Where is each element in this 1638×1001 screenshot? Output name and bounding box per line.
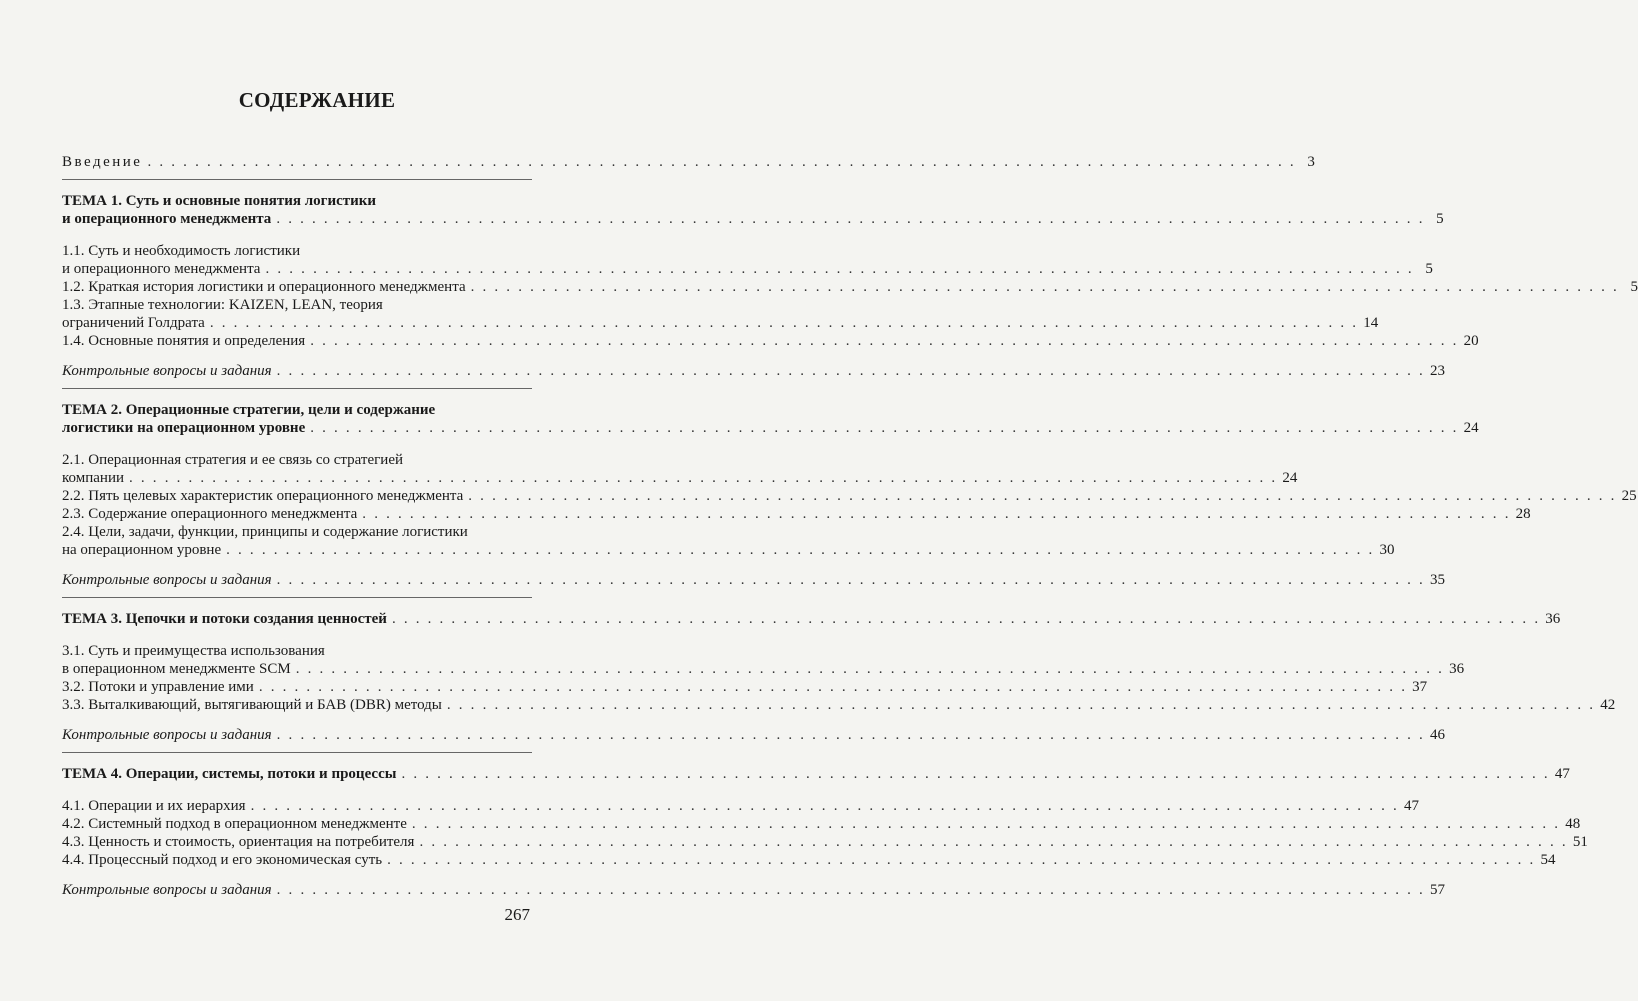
- dot-leader: . . . . . . . . . . . . . . . . . . . . . . . . . . . . . . . . . . . . . . . . . . . . . . . . . . . . . . . . . . . . . . . . . . . . . . . . . . . . . . . . . . . . . . . . . . . . . . . . .: [401, 766, 1550, 782]
- toc-page-number: 47: [1554, 766, 1570, 782]
- dot-leader: . . . . . . . . . . . . . . . . . . . . . . . . . . . . . . . . . . . . . . . . . . . . . . . . . . . . . . . . . . . . . . . . . . . . . . . . . . . . . . . . . . . . . . . . . . . . . . . . .: [419, 834, 1568, 850]
- toc-entry[interactable]: [62, 660, 1465, 678]
- topic-heading-1-cont[interactable]: [62, 210, 1444, 228]
- toc-page-number: 42: [1600, 697, 1616, 713]
- toc-page-number: 5: [1425, 261, 1433, 277]
- toc-page-number: 37: [1412, 679, 1428, 695]
- toc-review-entry[interactable]: [62, 571, 1446, 589]
- toc-page-number: 5: [1436, 211, 1444, 227]
- toc-entry[interactable]: [62, 314, 1379, 332]
- toc-entry-label: компании: [62, 470, 124, 486]
- toc-page-number: 3: [1307, 154, 1315, 170]
- topic-heading-4[interactable]: [62, 765, 1570, 783]
- toc-page-number: 48: [1565, 816, 1581, 832]
- toc-entry-label: Введение: [62, 154, 143, 170]
- toc-page-number: 5: [1630, 279, 1638, 295]
- toc-entry[interactable]: [62, 797, 1419, 815]
- table-of-contents: [62, 153, 1638, 899]
- toc-entry[interactable]: [62, 851, 1556, 869]
- toc-entry[interactable]: [62, 505, 1531, 523]
- topic-heading-3[interactable]: [62, 610, 1561, 628]
- toc-entry[interactable]: [62, 278, 1638, 296]
- topic-heading-2[interactable]: ТЕМА 2. Операционные стратегии, цели и содержание: [62, 402, 436, 418]
- dot-leader: . . . . . . . . . . . . . . . . . . . . . . . . . . . . . . . . . . . . . . . . . . . . . . . . . . . . . . . . . . . . . . . . . . . . . . . . . . . . . . . . . . . . . . . . . . . . . . . . .: [276, 572, 1426, 588]
- toc-entry-label: 2.3. Содержание операционного менеджмента: [62, 506, 358, 522]
- topic-heading-label: и операционного менеджмента: [62, 211, 272, 227]
- toc-entry-label: 4.1. Операции и их иерархия: [62, 798, 246, 814]
- toc-entry[interactable]: [62, 332, 1479, 350]
- toc-entry-label: 1.2. Краткая история логистики и операционного менеджмента: [62, 279, 466, 295]
- toc-page-number: 46: [1430, 727, 1446, 743]
- toc-page-number: 14: [1363, 315, 1379, 331]
- toc-entry-label: ограничений Голдрата: [62, 315, 205, 331]
- dot-leader: . . . . . . . . . . . . . . . . . . . . . . . . . . . . . . . . . . . . . . . . . . . . . . . . . . . . . . . . . . . . . . . . . . . . . . . . . . . . . . . . . . . . . . . . . . . . . . . . .: [387, 852, 1536, 868]
- topic-heading-label: ТЕМА 3. Цепочки и потоки создания ценностей: [62, 611, 387, 627]
- toc-review-entry[interactable]: [62, 881, 1446, 899]
- dot-leader: . . . . . . . . . . . . . . . . . . . . . . . . . . . . . . . . . . . . . . . . . . . . . . . . . . . . . . . . . . . . . . . . . . . . . . . . . . . . . . . . . . . . . . . . . . . . . . . . .: [147, 154, 1296, 170]
- dot-leader: . . . . . . . . . . . . . . . . . . . . . . . . . . . . . . . . . . . . . . . . . . . . . . . . . . . . . . . . . . . . . . . . . . . . . . . . . . . . . . . . . . . . . . . . . . . . . . . . .: [411, 816, 1561, 832]
- toc-entry[interactable]: 2.4. Цели, задачи, функции, принципы и содержание логистики: [62, 524, 468, 540]
- toc-page-number: 57: [1430, 882, 1446, 898]
- dot-leader: . . . . . . . . . . . . . . . . . . . . . . . . . . . . . . . . . . . . . . . . . . . . . . . . . . . . . . . . . . . . . . . . . . . . . . . . . . . . . . . . . . . . . . . . . . . . . . . . .: [391, 611, 1541, 627]
- dot-leader: . . . . . . . . . . . . . . . . . . . . . . . . . . . . . . . . . . . . . . . . . . . . . . . . . . . . . . . . . . . . . . . . . . . . . . . . . . . . . . . . . . . . . . . . . . . . . . . . .: [129, 470, 1278, 486]
- toc-entry-label: 3.2. Потоки и управление ими: [62, 679, 254, 695]
- toc-page-number: 36: [1449, 661, 1465, 677]
- toc-page-number: 51: [1572, 834, 1588, 850]
- toc-entry[interactable]: [62, 541, 1395, 559]
- dot-leader: . . . . . . . . . . . . . . . . . . . . . . . . . . . . . . . . . . . . . . . . . . . . . . . . . . . . . . . . . . . . . . . . . . . . . . . . . . . . . . . . . . . . . . . . . . . . . . . . .: [446, 697, 1596, 713]
- toc-entry[interactable]: [62, 815, 1581, 833]
- toc-review-entry[interactable]: [62, 726, 1446, 744]
- topic-heading-label: ТЕМА 4. Операции, системы, потоки и процессы: [62, 766, 397, 782]
- toc-entry-label: 4.2. Системный подход в операционном менеджменте: [62, 816, 407, 832]
- toc-entry[interactable]: [62, 469, 1298, 487]
- dot-leader: . . . . . . . . . . . . . . . . . . . . . . . . . . . . . . . . . . . . . . . . . . . . . . . . . . . . . . . . . . . . . . . . . . . . . . . . . . . . . . . . . . . . . . . . . . . . . . . . .: [250, 798, 1399, 814]
- toc-entry[interactable]: [62, 678, 1428, 696]
- toc-entry-label: 3.3. Выталкивающий, вытягивающий и БАВ (DBR) методы: [62, 697, 442, 713]
- toc-entry[interactable]: 1.3. Этапные технологии: KAIZEN, LEAN, теория: [62, 297, 383, 313]
- toc-entry-label: на операционном уровне: [62, 542, 222, 558]
- topic-heading-1[interactable]: ТЕМА 1. Суть и основные понятия логистики: [62, 193, 377, 209]
- toc-review-label: Контрольные вопросы и задания: [62, 882, 272, 898]
- topic-heading-2-cont[interactable]: [62, 419, 1479, 437]
- toc-page-number: 54: [1540, 852, 1556, 868]
- toc-entry-label: 4.3. Ценность и стоимость, ориентация на потребителя: [62, 834, 415, 850]
- toc-page-number: 24: [1463, 420, 1479, 436]
- toc-entry-label: 1.4. Основные понятия и определения: [62, 333, 306, 349]
- toc-entry[interactable]: [62, 696, 1616, 714]
- toc-entry[interactable]: 3.1. Суть и преимущества использования: [62, 643, 325, 659]
- dot-leader: . . . . . . . . . . . . . . . . . . . . . . . . . . . . . . . . . . . . . . . . . . . . . . . . . . . . . . . . . . . . . . . . . . . . . . . . . . . . . . . . . . . . . . . . . . . . . . . . .: [276, 211, 1425, 227]
- toc-page-number: 25: [1621, 488, 1637, 504]
- page-title: СОДЕРЖАНИЕ: [238, 88, 396, 112]
- dot-leader: . . . . . . . . . . . . . . . . . . . . . . . . . . . . . . . . . . . . . . . . . . . . . . . . . . . . . . . . . . . . . . . . . . . . . . . . . . . . . . . . . . . . . . . . . . . . . . . . .: [362, 506, 1511, 522]
- toc-entry[interactable]: [62, 833, 1588, 851]
- toc-entry-intro[interactable]: [62, 153, 1315, 171]
- dot-leader: . . . . . . . . . . . . . . . . . . . . . . . . . . . . . . . . . . . . . . . . . . . . . . . . . . . . . . . . . . . . . . . . . . . . . . . . . . . . . . . . . . . . . . . . . . . . . . . . .: [295, 661, 1445, 677]
- toc-page-number: 28: [1515, 506, 1531, 522]
- dot-leader: . . . . . . . . . . . . . . . . . . . . . . . . . . . . . . . . . . . . . . . . . . . . . . . . . . . . . . . . . . . . . . . . . . . . . . . . . . . . . . . . . . . . . . . . . . . . . . . . .: [468, 488, 1617, 504]
- toc-review-entry[interactable]: [62, 362, 1446, 380]
- toc-page-number: 30: [1379, 542, 1395, 558]
- dot-leader: . . . . . . . . . . . . . . . . . . . . . . . . . . . . . . . . . . . . . . . . . . . . . . . . . . . . . . . . . . . . . . . . . . . . . . . . . . . . . . . . . . . . . . . . . . . . . . . . .: [258, 679, 1408, 695]
- toc-entry[interactable]: [62, 260, 1433, 278]
- toc-page-number: 23: [1430, 363, 1446, 379]
- dot-leader: . . . . . . . . . . . . . . . . . . . . . . . . . . . . . . . . . . . . . . . . . . . . . . . . . . . . . . . . . . . . . . . . . . . . . . . . . . . . . . . . . . . . . . . . . . . . . . . . .: [276, 363, 1426, 379]
- toc-entry[interactable]: [62, 487, 1637, 505]
- toc-entry[interactable]: 2.1. Операционная стратегия и ее связь со стратегией: [62, 452, 404, 468]
- toc-page-number: 36: [1545, 611, 1561, 627]
- toc-entry-label: и операционного менеджмента: [62, 261, 261, 277]
- dot-leader: . . . . . . . . . . . . . . . . . . . . . . . . . . . . . . . . . . . . . . . . . . . . . . . . . . . . . . . . . . . . . . . . . . . . . . . . . . . . . . . . . . . . . . . . . . . . . . . . .: [265, 261, 1414, 277]
- topic-heading-label: логистики на операционном уровне: [62, 420, 306, 436]
- dot-leader: . . . . . . . . . . . . . . . . . . . . . . . . . . . . . . . . . . . . . . . . . . . . . . . . . . . . . . . . . . . . . . . . . . . . . . . . . . . . . . . . . . . . . . . . . . . . . . . . .: [209, 315, 1359, 331]
- dot-leader: . . . . . . . . . . . . . . . . . . . . . . . . . . . . . . . . . . . . . . . . . . . . . . . . . . . . . . . . . . . . . . . . . . . . . . . . . . . . . . . . . . . . . . . . . . . . . . . . .: [310, 420, 1459, 436]
- dot-leader: . . . . . . . . . . . . . . . . . . . . . . . . . . . . . . . . . . . . . . . . . . . . . . . . . . . . . . . . . . . . . . . . . . . . . . . . . . . . . . . . . . . . . . . . . . . . . . . . .: [470, 279, 1619, 295]
- toc-review-label: Контрольные вопросы и задания: [62, 727, 272, 743]
- toc-review-label: Контрольные вопросы и задания: [62, 572, 272, 588]
- dot-leader: . . . . . . . . . . . . . . . . . . . . . . . . . . . . . . . . . . . . . . . . . . . . . . . . . . . . . . . . . . . . . . . . . . . . . . . . . . . . . . . . . . . . . . . . . . . . . . . . .: [310, 333, 1459, 349]
- toc-entry-label: 4.4. Процессный подход и его экономическая суть: [62, 852, 383, 868]
- dot-leader: . . . . . . . . . . . . . . . . . . . . . . . . . . . . . . . . . . . . . . . . . . . . . . . . . . . . . . . . . . . . . . . . . . . . . . . . . . . . . . . . . . . . . . . . . . . . . . . . .: [276, 882, 1426, 898]
- dot-leader: . . . . . . . . . . . . . . . . . . . . . . . . . . . . . . . . . . . . . . . . . . . . . . . . . . . . . . . . . . . . . . . . . . . . . . . . . . . . . . . . . . . . . . . . . . . . . . . . .: [226, 542, 1375, 558]
- toc-page-number: 47: [1403, 798, 1419, 814]
- toc-entry-label: в операционном менеджменте SCM: [62, 661, 291, 677]
- toc-entry[interactable]: 1.1. Суть и необходимость логистики: [62, 243, 301, 259]
- toc-entry-label: 2.2. Пять целевых характеристик операционного менеджмента: [62, 488, 464, 504]
- page-number: 267: [504, 905, 530, 924]
- toc-page-number: 35: [1430, 572, 1446, 588]
- dot-leader: . . . . . . . . . . . . . . . . . . . . . . . . . . . . . . . . . . . . . . . . . . . . . . . . . . . . . . . . . . . . . . . . . . . . . . . . . . . . . . . . . . . . . . . . . . . . . . . . .: [276, 727, 1426, 743]
- toc-page-number: 24: [1282, 470, 1298, 486]
- toc-page-number: 20: [1463, 333, 1479, 349]
- toc-review-label: Контрольные вопросы и задания: [62, 363, 272, 379]
